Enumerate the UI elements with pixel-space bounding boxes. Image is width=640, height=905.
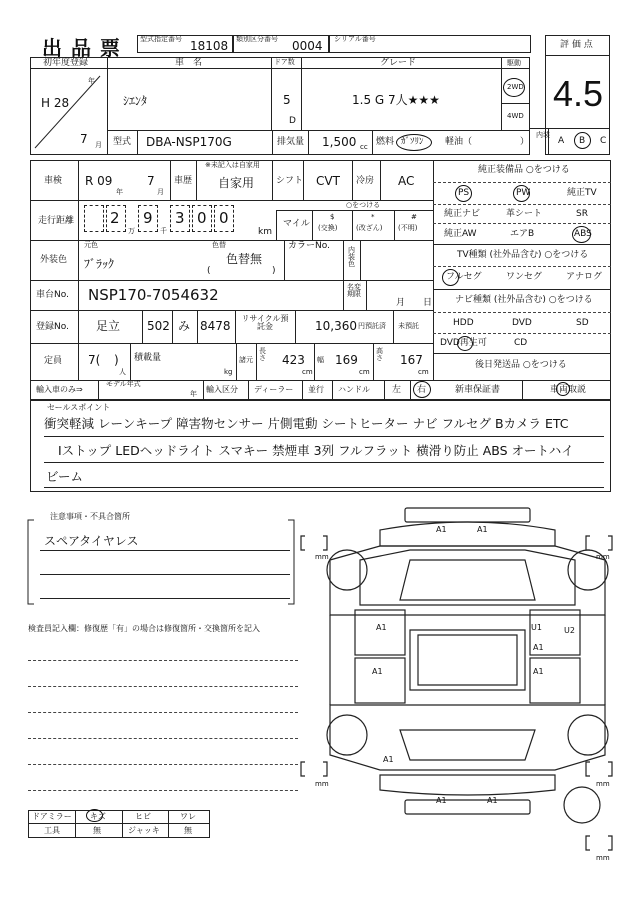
jack-label: ジャッキ xyxy=(128,826,160,835)
first-reg-month: 7 xyxy=(80,132,88,146)
handle-right: 右 xyxy=(417,385,427,395)
car-name-label: 車 名 xyxy=(175,58,203,68)
jack-value: 無 xyxy=(184,826,192,835)
score-label: 評 価 点 xyxy=(560,40,593,50)
tool-value: 無 xyxy=(93,826,101,835)
drive-2wd-circle xyxy=(503,78,525,97)
import-type-label: 輸入区分 xyxy=(206,385,238,394)
height-label: 高さ xyxy=(376,347,383,362)
chassis-label: 車台No. xyxy=(36,290,69,300)
orig-color-value: ﾌﾞﾗｯｸ xyxy=(84,257,115,271)
type-no-label: 型式指定番号 xyxy=(140,35,182,43)
type-no-value: 18108 xyxy=(190,39,229,53)
repaint-paren-r: ) xyxy=(272,266,276,276)
mirror-scratch-circle xyxy=(86,809,103,822)
interior-grade-c: C xyxy=(600,136,607,146)
nav-cd: CD xyxy=(514,338,528,348)
handle-left: 左 xyxy=(392,385,402,395)
capacity-close: ) xyxy=(114,353,119,367)
inspector-label: 検査員記入欄：修復歴「有」の場合は修復箇所・交換箇所を記入 xyxy=(28,624,260,633)
equip-aw: 純正AW xyxy=(444,229,477,239)
length-value: 423 xyxy=(282,353,305,367)
model-year-unit: 年 xyxy=(190,390,197,398)
color-no-label: カラーNo. xyxy=(288,241,330,251)
diesel-label: 軽油（ xyxy=(445,137,473,147)
nav-dvd-play-circle xyxy=(457,336,473,351)
first-reg-year: H 28 xyxy=(41,96,70,110)
displacement-value: 1,500 xyxy=(322,135,357,149)
dealer-option: ディーラー xyxy=(254,385,294,394)
altered-label: (改ざん) xyxy=(356,224,383,232)
form-title: 出 品 票 xyxy=(42,36,121,60)
tv-fullseg-circle xyxy=(442,269,459,286)
recycle-unpaid: 未預託 xyxy=(398,322,419,330)
equip-sr: SR xyxy=(576,209,588,219)
damage-mark-rear-bumper-2: A1 xyxy=(487,796,498,805)
plate-label: 登録No. xyxy=(36,322,69,332)
model-label: 型式 xyxy=(113,137,132,147)
equip-leather: 革シート xyxy=(506,209,543,219)
tv-oneseg: ワンセグ xyxy=(506,272,543,282)
damage-mark-left-rear-door: A1 xyxy=(372,667,383,676)
equip-abs: ABS xyxy=(574,229,592,239)
dims-label: 諸元 xyxy=(239,356,253,364)
class-no-label: 類別区分番号 xyxy=(236,35,278,43)
doors-label: ドア数 xyxy=(274,58,295,66)
model-value: DBA-NSP170G xyxy=(146,135,232,149)
interior-grade-circle xyxy=(574,132,591,149)
equip-title: 純正装備品 ○をつける xyxy=(478,165,570,175)
chassis-value: NSP170-7054632 xyxy=(88,286,219,304)
doors-value: 5 xyxy=(283,93,291,107)
history-value: 自家用 xyxy=(218,176,255,190)
circle-note: ○をつける xyxy=(346,201,381,209)
exchange-symbol: $ xyxy=(330,213,335,221)
nav-dvd: DVD xyxy=(512,318,532,328)
fuel-circle xyxy=(396,134,432,151)
unknown-label: (不明) xyxy=(398,224,418,232)
model-year-label: モデル年式 xyxy=(106,380,141,388)
tire-mm-fr: mm xyxy=(596,553,610,561)
grade-value: 1.5 G 7人★★★ xyxy=(352,93,440,107)
shaken-value: R 09 xyxy=(85,174,113,188)
shaken-year-unit: 年 xyxy=(116,188,123,196)
tire-mm-spare: mm xyxy=(596,854,610,862)
recycle-unit: 円預託済 xyxy=(358,322,386,330)
drive-4wd: 4WD xyxy=(507,112,524,120)
ac-value: AC xyxy=(398,174,415,188)
height-unit: cm xyxy=(418,368,429,376)
damage-mark-left-front-door: A1 xyxy=(376,623,387,632)
score-value: 4.5 xyxy=(553,73,604,114)
shaken-label: 車検 xyxy=(44,176,63,186)
displacement-unit: cc xyxy=(360,143,368,151)
mileage-digit-3: 3 xyxy=(175,209,185,227)
damage-mark-right-u2: U2 xyxy=(564,626,575,635)
class-no-value: 0004 xyxy=(292,39,323,53)
shaken-month: 7 xyxy=(147,174,155,188)
plate-kana: み xyxy=(178,319,191,333)
width-unit: cm xyxy=(359,368,370,376)
mirror-label: ドアミラー xyxy=(32,812,72,821)
import-label: 輸入車のみ⇒ xyxy=(36,385,83,394)
tv-fullseg: フルセグ xyxy=(446,272,482,282)
mileage-digit-2: 9 xyxy=(143,209,153,227)
shift-label: シフト xyxy=(276,176,304,186)
color-label: 外装色 xyxy=(40,255,68,265)
mirror-break: ワレ xyxy=(180,812,196,821)
sales-line-3: ビーム xyxy=(46,469,84,484)
load-label: 積載量 xyxy=(134,353,162,363)
tire-mm-rl: mm xyxy=(315,780,329,788)
nav-hdd: HDD xyxy=(453,318,474,328)
exchange-label: (交換) xyxy=(318,224,338,232)
month-unit: 月 xyxy=(95,141,102,149)
fuel-value: ｶﾞｿﾘﾝ xyxy=(401,137,424,147)
fuel-label: 燃料 xyxy=(376,137,395,147)
capacity-value: 7( xyxy=(88,353,101,367)
tv-title: TV種類 (社外品含む) ○をつける xyxy=(457,250,589,260)
plate-area: 足立 xyxy=(96,319,121,333)
car-outline-drawing xyxy=(300,500,640,870)
equip-tv: 純正TV xyxy=(567,188,597,198)
load-unit: kg xyxy=(224,368,233,376)
width-value: 169 xyxy=(335,353,358,367)
mileage-km: km xyxy=(258,227,272,237)
damage-mark-rear-left: A1 xyxy=(383,755,394,764)
plate-num2: 8478 xyxy=(200,319,231,333)
mile-label: マイル xyxy=(283,219,310,229)
notes-label: 注意事項・不具合箇所 xyxy=(50,512,130,521)
mileage-digit-4: 0 xyxy=(197,209,207,227)
serial-label: シリアル番号 xyxy=(334,35,376,43)
drive-2wd: 2WD xyxy=(507,83,524,91)
later-manual: 車両取説 xyxy=(550,385,587,395)
length-unit: cm xyxy=(302,368,313,376)
interior-label: 内装 xyxy=(536,131,550,139)
first-reg-label: 初年度登録 xyxy=(43,58,89,68)
car-name: ｼｴﾝﾀ xyxy=(123,94,148,108)
repaint-value: 色替無 xyxy=(226,252,263,266)
equip-abs-circle xyxy=(572,226,591,243)
damage-mark-front-1: A1 xyxy=(436,525,447,534)
equip-pw: PW xyxy=(516,188,531,198)
mirror-crack: ヒビ xyxy=(135,812,151,821)
equip-airbag: エアB xyxy=(510,229,535,239)
length-label: 長さ xyxy=(259,347,266,362)
diesel-close: ） xyxy=(520,137,530,147)
door-type: D xyxy=(289,116,296,126)
mileage-sen: 千 xyxy=(160,227,167,235)
orig-color-label: 元色 xyxy=(84,241,98,249)
mileage-label: 走行距離 xyxy=(38,216,75,226)
damage-mark-rear-bumper-1: A1 xyxy=(436,796,447,805)
recycle-label: リサイクル預託金 xyxy=(241,314,289,331)
name-change-month: 月 xyxy=(396,298,406,308)
name-change-day: 日 xyxy=(423,298,433,308)
handle-label: ハンドル xyxy=(338,385,370,394)
notes-text: スペアタイヤレス xyxy=(44,534,139,548)
sales-line-1: 衝突軽減 レーンキープ 障害物センサー 片側電動 シートヒーター ナビ フルセグ Bカメラ ETC xyxy=(44,416,569,431)
tv-analog: アナログ xyxy=(566,272,603,282)
nav-dvd-play: DVD再生可 xyxy=(440,338,487,348)
equip-navi: 純正ナビ xyxy=(444,209,481,219)
recycle-value: 10,360 xyxy=(315,319,357,333)
equip-ps-circle xyxy=(455,185,472,202)
mileage-digit-5: 0 xyxy=(219,209,229,227)
ac-label: 冷房 xyxy=(356,176,375,186)
displacement-label: 排気量 xyxy=(277,137,305,147)
equip-ps: PS xyxy=(458,188,470,198)
parallel-option: 並行 xyxy=(308,385,324,394)
later-warranty: 新車保証書 xyxy=(455,385,501,395)
mirror-scratch: キズ xyxy=(90,812,106,821)
grade-label: グレード xyxy=(380,58,417,68)
mileage-digit-1: 2 xyxy=(110,209,120,227)
unknown-symbol: # xyxy=(411,213,417,221)
nav-sd: SD xyxy=(576,318,589,328)
history-note: ※未記入は自家用 xyxy=(205,161,260,169)
width-label: 幅 xyxy=(317,356,324,364)
capacity-label: 定員 xyxy=(44,356,63,366)
repaint-paren-l: ( xyxy=(207,266,211,276)
shift-value: CVT xyxy=(316,174,340,188)
history-label: 車歴 xyxy=(174,176,193,186)
interior-grade-a: A xyxy=(558,136,565,146)
sales-label: セールスポイント xyxy=(47,403,111,412)
damage-mark-right-a1: A1 xyxy=(533,643,544,652)
handle-right-circle xyxy=(413,381,431,398)
drive-label: 駆動 xyxy=(507,59,521,67)
inner-color-label: 内装色 xyxy=(348,246,355,268)
nav-title: ナビ種類 (社外品含む) ○をつける xyxy=(455,295,593,305)
mileage-man: 万 xyxy=(128,227,135,235)
damage-mark-right-rear: A1 xyxy=(533,667,544,676)
altered-symbol: * xyxy=(371,213,375,221)
equip-pw-circle xyxy=(513,185,530,202)
shaken-month-unit: 月 xyxy=(157,188,164,196)
name-change-label: 名変期限 xyxy=(347,283,361,298)
year-unit: 年 xyxy=(88,77,95,85)
interior-grade-b: B xyxy=(579,136,586,146)
damage-mark-front-2: A1 xyxy=(477,525,488,534)
height-value: 167 xyxy=(400,353,423,367)
tire-mm-rr: mm xyxy=(596,780,610,788)
capacity-unit: 人 xyxy=(119,368,126,376)
later-manual-circle xyxy=(556,382,570,396)
tool-label: 工具 xyxy=(44,826,60,835)
repaint-label: 色替 xyxy=(212,241,226,249)
sales-line-2: Iストップ LEDヘッドライト スマキー 禁煙車 3列 フルフラット 横滑り防止 ABS オートハイ xyxy=(58,443,574,458)
damage-mark-right-u1: U1 xyxy=(531,623,542,632)
tire-mm-fl: mm xyxy=(315,553,329,561)
later-title: 後日発送品 ○をつける xyxy=(475,360,567,370)
plate-num1: 502 xyxy=(147,319,170,333)
